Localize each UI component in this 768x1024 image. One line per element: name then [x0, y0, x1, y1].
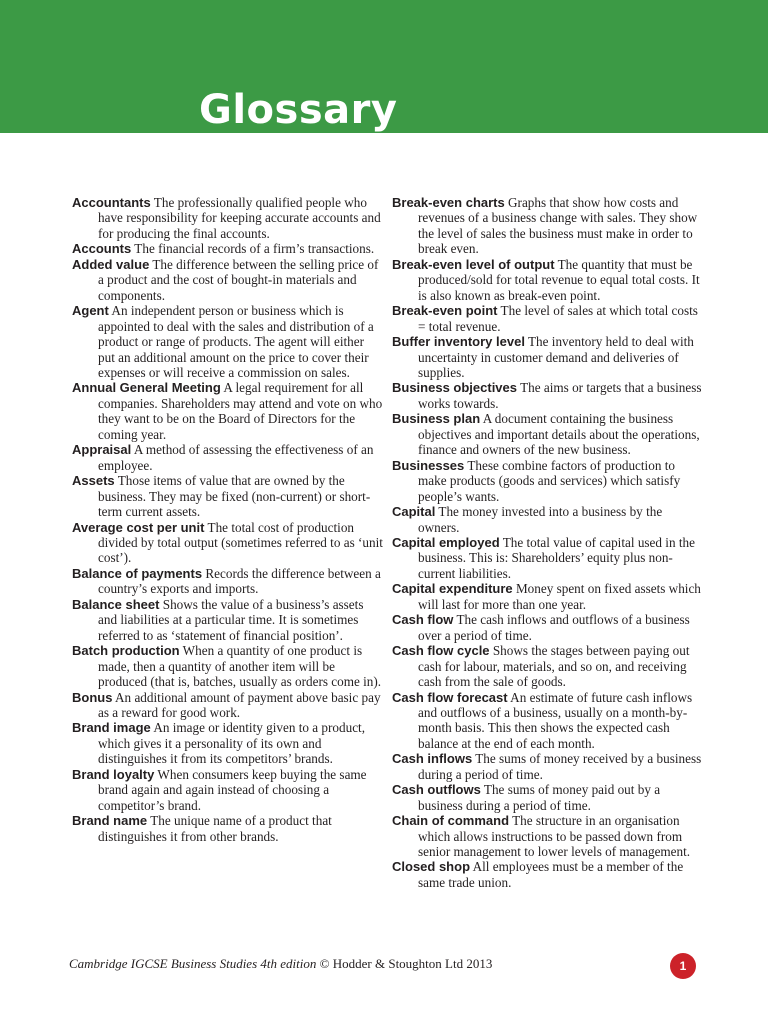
glossary-definition: The money invested into a business by the owners.: [418, 504, 663, 535]
glossary-term: Agent: [72, 303, 109, 319]
glossary-definition: The aims or targets that a business works towards.: [418, 380, 702, 411]
glossary-definition: Graphs that show how costs and revenues of a business change with sales. They show the level of sales the business must make in order to break even.: [418, 195, 698, 257]
glossary-definition: The difference between the selling price of a product and the cost of bought-in materials and components.: [98, 256, 379, 303]
glossary-entry: [72, 241, 384, 256]
glossary-term: Capital employed: [392, 534, 500, 550]
glossary-entry: [392, 859, 706, 890]
glossary-entry: [72, 303, 384, 380]
glossary-term: Bonus: [72, 689, 113, 705]
glossary-entry: [392, 380, 706, 411]
glossary-entry: [72, 442, 384, 473]
glossary-term: Balance of payments: [72, 565, 203, 581]
glossary-term: Break-even charts: [392, 195, 505, 210]
glossary-entry: [72, 643, 384, 689]
glossary-definition: The professionally qualified people who have responsibility for keeping accurate accounts and for producing the final accounts.: [98, 195, 381, 241]
glossary-term: Annual General Meeting: [72, 380, 221, 396]
glossary-column-left: [72, 195, 384, 844]
glossary-definition: The structure in an organisation which allows instructions to be passed down from senior management to lower levels of management.: [418, 813, 691, 860]
glossary-definition: Records the difference between a country’s exports and imports.: [98, 565, 381, 597]
glossary-entry: [392, 195, 706, 257]
glossary-definition: The quantity that must be produced/sold for total revenue to equal total costs. It is also known as break-even point.: [418, 256, 700, 303]
glossary-definition: The total cost of production divided by total output (sometimes referred to as ‘unit cost’).: [98, 519, 383, 566]
glossary-entry: [72, 520, 384, 566]
glossary-term: Average cost per unit: [72, 519, 205, 535]
glossary-term: Appraisal: [72, 442, 132, 458]
glossary-term: Closed shop: [392, 859, 471, 875]
glossary-term: Brand image: [72, 720, 151, 736]
glossary-definition: Shows the value of a business’s assets and liabilities at a particular time. It is sometimes referred to as ‘statement of financial position’.: [98, 596, 364, 643]
glossary-definition: The sums of money paid out by a business during a period of time.: [418, 782, 661, 813]
glossary-entry: [72, 257, 384, 303]
glossary-column-right: [392, 195, 706, 890]
footer-book-title: Cambridge IGCSE Business Studies 4th edition: [69, 956, 317, 971]
glossary-definition: An independent person or business which is appointed to deal with the sales and distribution of a product or range of products. The agent will either put an additional amount on the price to cover their expenses or will receive a commission on sales.: [98, 303, 374, 380]
glossary-entry: [72, 566, 384, 597]
glossary-term: Brand name: [72, 813, 148, 829]
glossary-term: Buffer inventory level: [392, 334, 525, 350]
glossary-definition: The cash inflows and outflows of a business over a period of time.: [418, 612, 690, 643]
glossary-term: Cash flow: [392, 612, 454, 628]
glossary-entry: [72, 690, 384, 721]
glossary-entry: [72, 597, 384, 643]
glossary-definition: When consumers keep buying the same brand again and again instead of choosing a competitor’s brand.: [98, 766, 367, 813]
glossary-term: Cash inflows: [392, 751, 473, 767]
glossary-definition: A document containing the business objectives and important details about the operations, finance and owners of the new business.: [418, 411, 700, 458]
glossary-definition: An image or identity given to a product, which gives it a personality of its own and distinguishes it from its competitors’ brands.: [98, 720, 366, 767]
footer: [69, 956, 492, 972]
glossary-entry: [392, 581, 706, 612]
glossary-definition: The total value of capital used in the business. This is: Shareholders’ equity plus non-current liabilities.: [418, 534, 695, 581]
glossary-term: Batch production: [72, 643, 180, 659]
glossary-entry: [72, 195, 384, 241]
glossary-term: Assets: [72, 473, 115, 489]
glossary-entry: [392, 690, 706, 752]
glossary-entry: [72, 473, 384, 519]
glossary-definition: These combine factors of production to make products (goods and services) which satisfy people’s wants.: [418, 457, 681, 504]
glossary-term: Capital expenditure: [392, 581, 513, 597]
glossary-entry: [392, 535, 706, 581]
glossary-entry: [392, 504, 706, 535]
glossary-definition: An estimate of future cash inflows and outflows of a business, usually on a month-by-month basis. This then shows the expected cash balance at the end of each month.: [418, 689, 693, 751]
glossary-entry: [72, 380, 384, 442]
glossary-term: Break-even level of output: [392, 256, 555, 272]
glossary-definition: The sums of money received by a business during a period of time.: [418, 751, 702, 782]
glossary-definition: Shows the stages between paying out cash for labour, materials, and so on, and receiving cash from the sale of goods.: [418, 643, 690, 690]
glossary-entry: [72, 813, 384, 844]
footer-copyright: © Hodder & Stoughton Ltd 2013: [319, 956, 493, 971]
glossary-definition: The level of sales at which total costs = total revenue.: [418, 303, 698, 334]
glossary-entry: [392, 411, 706, 457]
glossary-definition: A legal requirement for all companies. Shareholders may attend and vote on who they want to be on the Board of Directors for the coming year.: [98, 380, 383, 442]
glossary-term: Brand loyalty: [72, 766, 155, 782]
glossary-term: Break-even point: [392, 303, 498, 319]
glossary-term: Cash flow forecast: [392, 689, 508, 705]
glossary-definition: A method of assessing the effectiveness of an employee.: [98, 442, 374, 473]
glossary-definition: Money spent on fixed assets which will last for more than one year.: [418, 581, 701, 612]
glossary-entry: [392, 612, 706, 643]
glossary-entry: [72, 767, 384, 813]
header-band: [0, 0, 768, 133]
glossary-term: Capital: [392, 504, 436, 520]
glossary-definition: The unique name of a product that distinguishes it from other brands.: [98, 813, 332, 844]
glossary-entry: [392, 257, 706, 303]
glossary-entry: [392, 334, 706, 380]
glossary-definition: An additional amount of payment above basic pay as a reward for good work.: [98, 689, 381, 720]
glossary-entry: [392, 643, 706, 689]
glossary-term: Accountants: [72, 195, 151, 210]
page-title: Glossary: [199, 87, 398, 133]
glossary-term: Cash outflows: [392, 782, 481, 798]
glossary-definition: All employees must be a member of the same trade union.: [418, 859, 684, 890]
glossary-term: Business plan: [392, 411, 481, 427]
glossary-term: Added value: [72, 256, 150, 272]
page-number-badge: 1: [670, 953, 696, 979]
glossary-definition: Those items of value that are owned by the business. They may be fixed (non-current) or short-term current assets.: [98, 473, 371, 520]
glossary-entry: [392, 782, 706, 813]
glossary-term: Cash flow cycle: [392, 643, 490, 659]
glossary-entry: [392, 751, 706, 782]
glossary-term: Businesses: [392, 457, 465, 473]
glossary-term: Chain of command: [392, 813, 510, 829]
glossary-term: Business objectives: [392, 380, 517, 396]
glossary-entry: [72, 720, 384, 766]
glossary-term: Accounts: [72, 241, 132, 257]
glossary-definition: The inventory held to deal with uncertainty in customer demand and deliveries of supplies.: [418, 334, 694, 380]
glossary-definition: The financial records of a firm’s transactions.: [134, 241, 375, 257]
glossary-entry: [392, 303, 706, 334]
glossary-definition: When a quantity of one product is made, then a quantity of another item will be produced (that is, batches, usually as orders come in).: [98, 643, 382, 690]
glossary-term: Balance sheet: [72, 596, 160, 612]
glossary-entry: [392, 813, 706, 859]
glossary-entry: [392, 458, 706, 504]
